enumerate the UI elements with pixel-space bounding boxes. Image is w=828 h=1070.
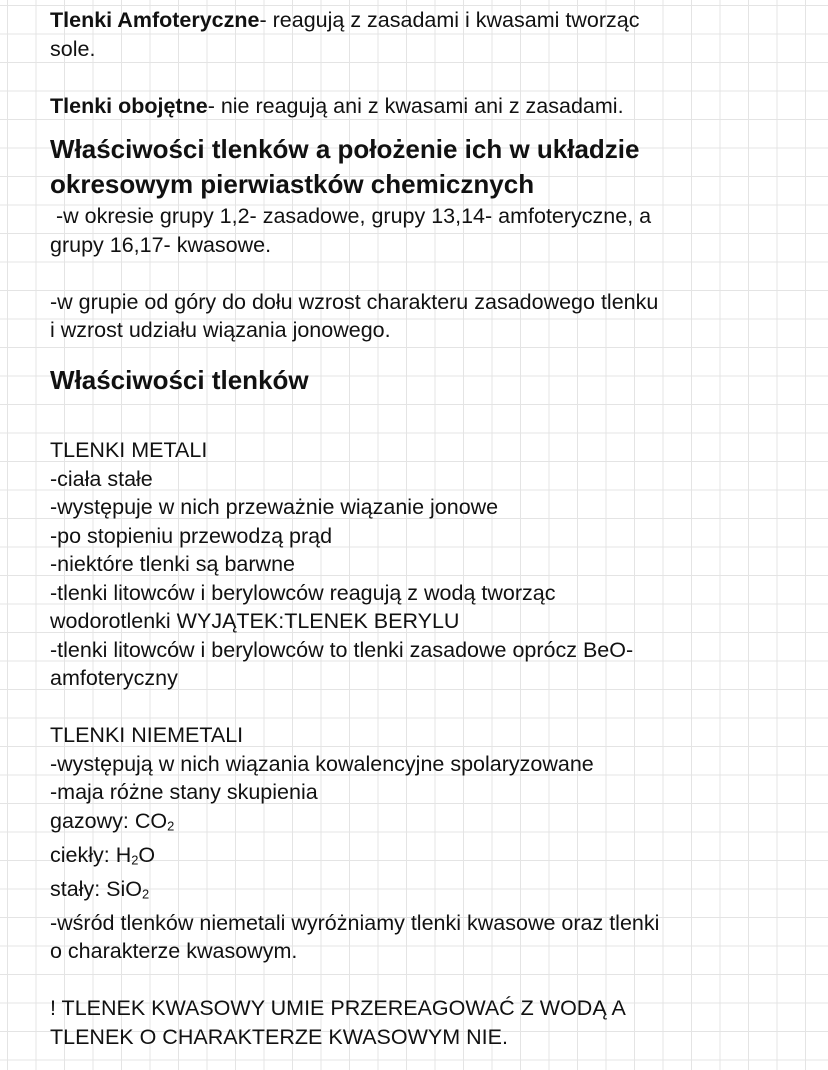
note-line: TLENEK O CHARAKTERZE KWASOWYM NIE. (50, 1024, 508, 1049)
text-line: o charakterze kwasowym. (50, 939, 298, 964)
spacer (50, 63, 770, 92)
metal-oxides-title: TLENKI METALI (50, 438, 208, 462)
section-heading-line-1: Właściwości tlenków a położenie ich w układzie (50, 134, 640, 164)
liquid-label: ciekły: (50, 842, 116, 867)
text-line: -w okresie grupy 1,2- zasadowe, grupy 13,14- amfoteryczne, a (50, 204, 652, 228)
liquid-formula-b: O (138, 842, 156, 867)
section-heading-properties (50, 363, 770, 398)
gas-formula: CO (134, 808, 168, 833)
text-line: amfoteryczny (50, 666, 178, 690)
neutral-term: Tlenki obojętne (50, 93, 208, 118)
gas-label: gazowy: (50, 808, 135, 833)
solid-example (50, 875, 770, 909)
amphoteric-definition (50, 6, 770, 35)
solid-label: stały: (50, 876, 107, 901)
text-line: wodorotlenki WYJĄTEK:TLENEK BERYLU (50, 609, 460, 633)
amphoteric-description-cont: sole. (50, 36, 96, 61)
text-line: grupy 16,17- kwasowe. (50, 232, 272, 257)
text-line: -występuje w nich przeważnie wiązanie jonowe (50, 495, 499, 519)
gas-subscript: 2 (167, 818, 175, 834)
spacer (50, 408, 770, 437)
text-line: -tlenki litowców i berylowców reagują z wodą tworząc (50, 580, 556, 605)
solid-subscript: 2 (142, 886, 150, 902)
text-line: -wśród tlenków niemetali wyróżniamy tlenki kwasowe oraz tlenki (50, 910, 660, 935)
section-heading-periodic (50, 132, 770, 202)
liquid-subscript: 2 (131, 852, 139, 868)
text-line: -niektóre tlenki są barwne (50, 552, 295, 576)
note-line: ! TLENEK KWASOWY UMIE PRZEREAGOWAĆ Z WODĄ A (50, 996, 626, 1021)
amphoteric-description: - reagują z zasadami i kwasami tworząc (259, 8, 640, 32)
section-heading-text: Właściwości tlenków (50, 364, 309, 395)
text-line: -po stopieniu przewodzą prąd (50, 523, 333, 548)
text-line: -występują w nich wiązania kowalencyjne spolaryzowane (50, 751, 594, 776)
liquid-example (50, 841, 770, 875)
text-line: -maja różne stany skupienia (50, 780, 318, 804)
solid-formula: SiO (106, 876, 142, 901)
spacer (50, 259, 770, 288)
text-line: -ciała stałe (50, 466, 153, 491)
gas-example (50, 807, 770, 841)
text-line: -tlenki litowców i berylowców to tlenki zasadowe oprócz BeO- (50, 637, 634, 662)
neutral-definition (50, 92, 770, 121)
spacer (50, 693, 770, 722)
spacer (50, 966, 770, 995)
nonmetal-oxides-title: TLENKI NIEMETALI (50, 723, 244, 747)
amphoteric-term: Tlenki Amfoteryczne (50, 8, 260, 32)
text-line: -w grupie od góry do dołu wzrost charakteru zasadowego tlenku (50, 289, 659, 314)
note-page (50, 6, 770, 1051)
liquid-formula-a: H (115, 842, 132, 867)
section-heading-line-2: okresowym pierwiastków chemicznych (50, 169, 535, 199)
neutral-description: - nie reagują ani z kwasami ani z zasadami. (207, 93, 624, 118)
text-line: i wzrost udziału wiązania jonowego. (50, 318, 391, 342)
